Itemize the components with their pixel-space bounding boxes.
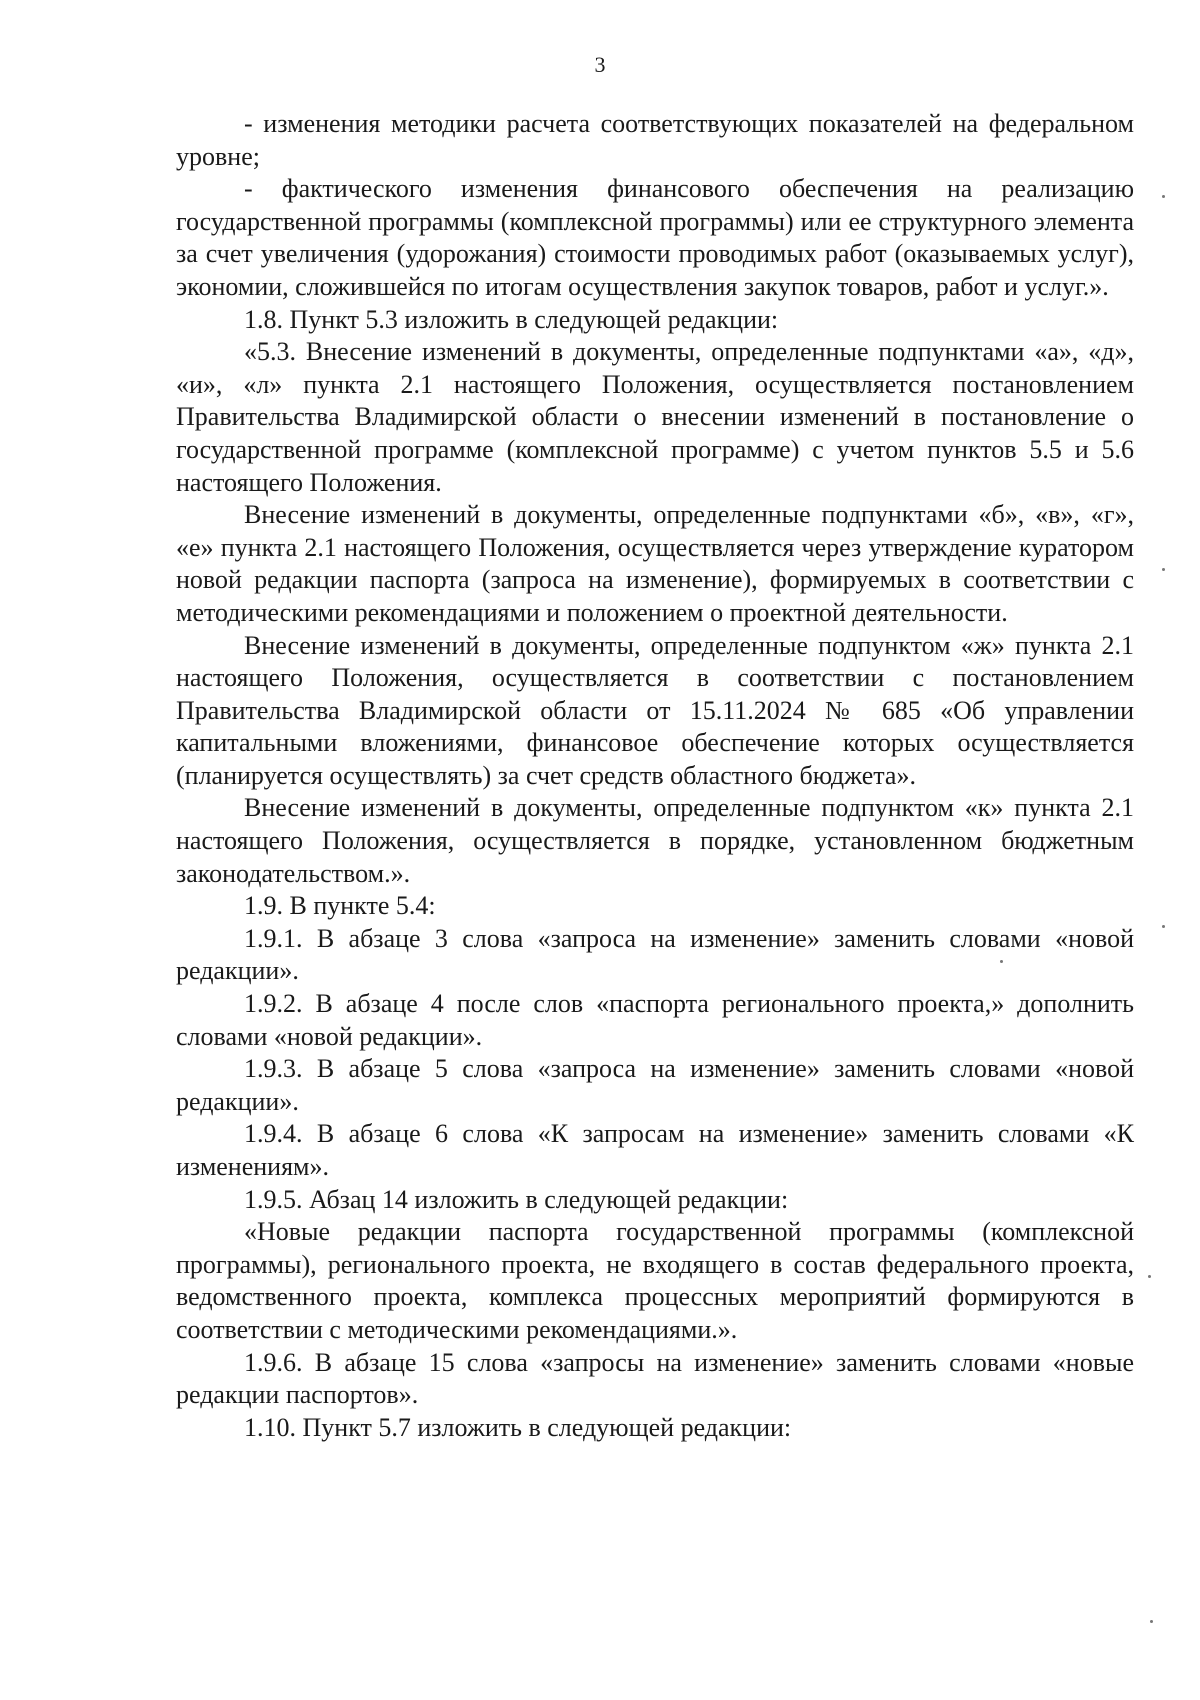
- paragraph-item-1-9-4: 1.9.4. В абзаце 6 слова «К запросам на изменение» заменить словами «К изменениям».: [176, 1119, 1134, 1181]
- paragraph-changes-b-v-g-e: Внесение изменений в документы, определенные подпунктами «б», «в», «г», «е» пункта 2.1 настоящего Положения, осуществляется через утверждение куратором новой редакции паспорта (запроса на изменение), формируемых в соответствии с методическими рекомендациями и положением о проектной деятельности.: [176, 500, 1134, 627]
- scan-speck: [1000, 960, 1003, 963]
- paragraph-list-item-financing: - фактического изменения финансового обеспечения на реализацию государственной программы (комплексной программы) или ее структурного элемента за счет увеличения (удорожания) стоимости проводимых работ (оказываемых услуг), экономии, сложившейся по итогам осуществления закупок товаров, работ и услуг.».: [176, 174, 1134, 301]
- scan-speck: [1150, 1620, 1153, 1623]
- paragraph-item-1-9-5: 1.9.5. Абзац 14 изложить в следующей редакции:: [244, 1184, 789, 1214]
- page-number: 3: [594, 52, 606, 77]
- paragraph-item-1-8: 1.8. Пункт 5.3 изложить в следующей редакции:: [244, 304, 779, 334]
- paragraph-item-1-9-1: 1.9.1. В абзаце 3 слова «запроса на изменение» заменить словами «новой редакции».: [176, 923, 1134, 986]
- paragraph-list-item-methodology: - изменения методики расчета соответствующих показателей на федеральном уровне;: [176, 109, 1134, 171]
- paragraph-item-1-9-3: 1.9.3. В абзаце 5 слова «запроса на изменение» заменить словами «новой редакции».: [176, 1054, 1134, 1116]
- paragraph-quote-5-3: «5.3. Внесение изменений в документы, определенные подпунктами «а», «д», «и», «л» пункта 2.1 настоящего Положения, осуществляется постановлением Правительства Владимирской области о внесении изменений в постановление о государственной программе (комплексной программе) с учетом пунктов 5.5 и 5.6 настоящего Положения.: [176, 337, 1134, 497]
- scan-speck: [1162, 568, 1165, 571]
- scan-speck: [1162, 925, 1165, 928]
- paragraph-item-1-10: 1.10. Пункт 5.7 изложить в следующей редакции:: [244, 1412, 792, 1442]
- paragraph-item-1-9-6: 1.9.6. В абзаце 15 слова «запросы на изменение» заменить словами «новые редакции паспортов».: [176, 1347, 1134, 1410]
- paragraph-item-1-9: 1.9. В пункте 5.4:: [244, 891, 436, 921]
- scan-speck: [1162, 195, 1165, 198]
- paragraph-item-1-9-2: 1.9.2. В абзаце 4 после слов «паспорта регионального проекта,» дополнить словами «новой редакции».: [176, 989, 1134, 1051]
- paragraph-quote-new-editions: «Новые редакции паспорта государственной программы (комплексной программы), регионального проекта, не входящего в состав федерального проекта, ведомственного проекта, комплекса процессных мероприятий формируются в соответствии с методическими рекомендациями.».: [176, 1217, 1134, 1344]
- paragraph-changes-zh: Внесение изменений в документы, определенные подпунктом «ж» пункта 2.1 настоящего Положения, осуществляется в соответствии с постановлением Правительства Владимирской области от 15.11.2024 № 685 «Об управлении капитальными вложениями, финансовое обеспечение которых осуществляется (планируется осуществлять) за счет средств областного бюджета».: [176, 630, 1134, 790]
- scan-speck: [1148, 1275, 1151, 1278]
- paragraph-changes-k: Внесение изменений в документы, определенные подпунктом «к» пункта 2.1 настоящего Положения, осуществляется в порядке, установленном бюджетным законодательством.».: [176, 793, 1134, 888]
- document-body: [176, 108, 1134, 1444]
